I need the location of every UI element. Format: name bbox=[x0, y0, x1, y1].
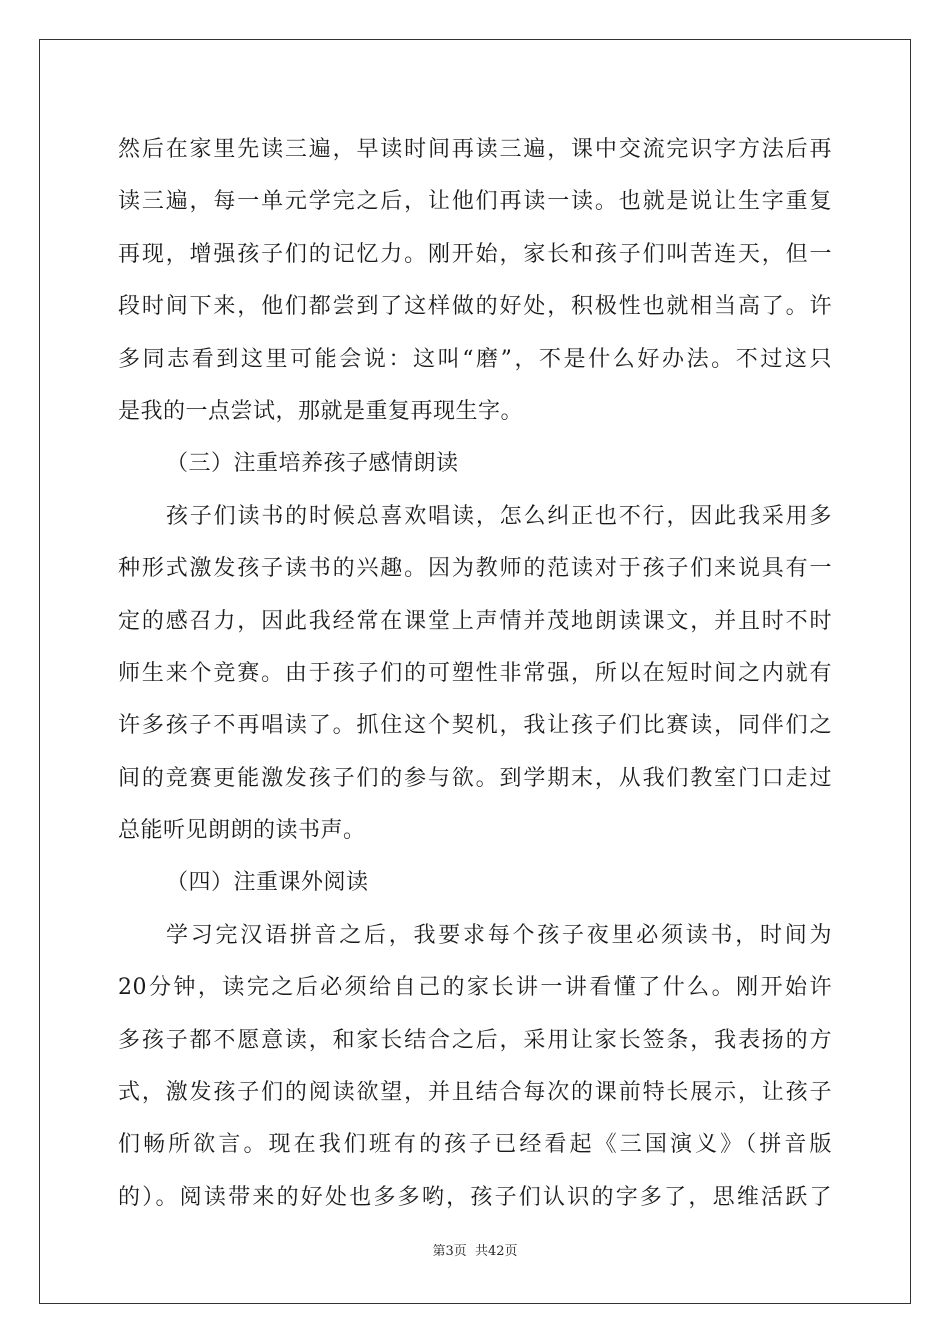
page-total: 共42页 bbox=[474, 1244, 518, 1259]
text-line: 20分钟，读完之后必须给自己的家长讲一讲看懂了什么。刚开始许 bbox=[118, 975, 832, 1001]
text-line: 段时间下来，他们都尝到了这样做的好处，积极性也就相当高了。许 bbox=[118, 294, 832, 320]
document-body bbox=[118, 124, 832, 1224]
text-line: 式，激发孩子们的阅读欲望，并且结合每次的课前特长展示，让孩子 bbox=[118, 1080, 832, 1106]
text-line: 多孩子都不愿意读，和家长结合之后，采用让家长签条，我表扬的方 bbox=[118, 1027, 832, 1053]
text-line: 读三遍，每一单元学完之后，让他们再读一读。也就是说让生字重复 bbox=[118, 189, 832, 215]
section-heading: （四）注重课外阅读 bbox=[166, 870, 369, 896]
text-line: 是我的一点尝试，那就是重复再现生字。 bbox=[118, 398, 524, 424]
page-footer bbox=[0, 1240, 950, 1259]
text-line: 们畅所欲言。现在我们班有的孩子已经看起《三国演义》（拼音版 bbox=[118, 1132, 832, 1158]
text-line: 许多孩子不再唱读了。抓住这个契机，我让孩子们比赛读，同伴们之 bbox=[118, 713, 832, 739]
page-number: 第3页 bbox=[432, 1244, 467, 1259]
text-line: 再现，增强孩子们的记忆力。刚开始，家长和孩子们叫苦连天，但一 bbox=[118, 241, 832, 267]
text-line: 师生来个竞赛。由于孩子们的可塑性非常强，所以在短时间之内就有 bbox=[118, 660, 832, 686]
text-line: 孩子们读书的时候总喜欢唱读，怎么纠正也不行，因此我采用多 bbox=[166, 503, 832, 529]
paragraph bbox=[118, 491, 832, 858]
text-line: 总能听见朗朗的读书声。 bbox=[118, 818, 366, 844]
text-line: 然后在家里先读三遍，早读时间再读三遍，课中交流完识字方法后再 bbox=[118, 137, 832, 162]
text-line: 定的感召力，因此我经常在课堂上声情并茂地朗读课文，并且时不时 bbox=[118, 608, 832, 634]
text-line: 多同志看到这里可能会说：这叫“磨”，不是什么好办法。不过这只 bbox=[118, 346, 832, 372]
paragraph bbox=[118, 910, 832, 1224]
section-heading: （三）注重培养孩子感情朗读 bbox=[166, 451, 459, 477]
text-line: 的）。阅读带来的好处也多多哟，孩子们认识的字多了，思维活跃了 bbox=[118, 1184, 832, 1210]
text-line: 种形式激发孩子读书的兴趣。因为教师的范读对于孩子们来说具有一 bbox=[118, 556, 832, 582]
text-line: 学习完汉语拼音之后，我要求每个孩子夜里必须读书，时间为 bbox=[166, 922, 832, 948]
paragraph bbox=[118, 124, 832, 438]
text-line: 间的竞赛更能激发孩子们的参与欲。到学期末，从我们教室门口走过 bbox=[118, 765, 832, 791]
